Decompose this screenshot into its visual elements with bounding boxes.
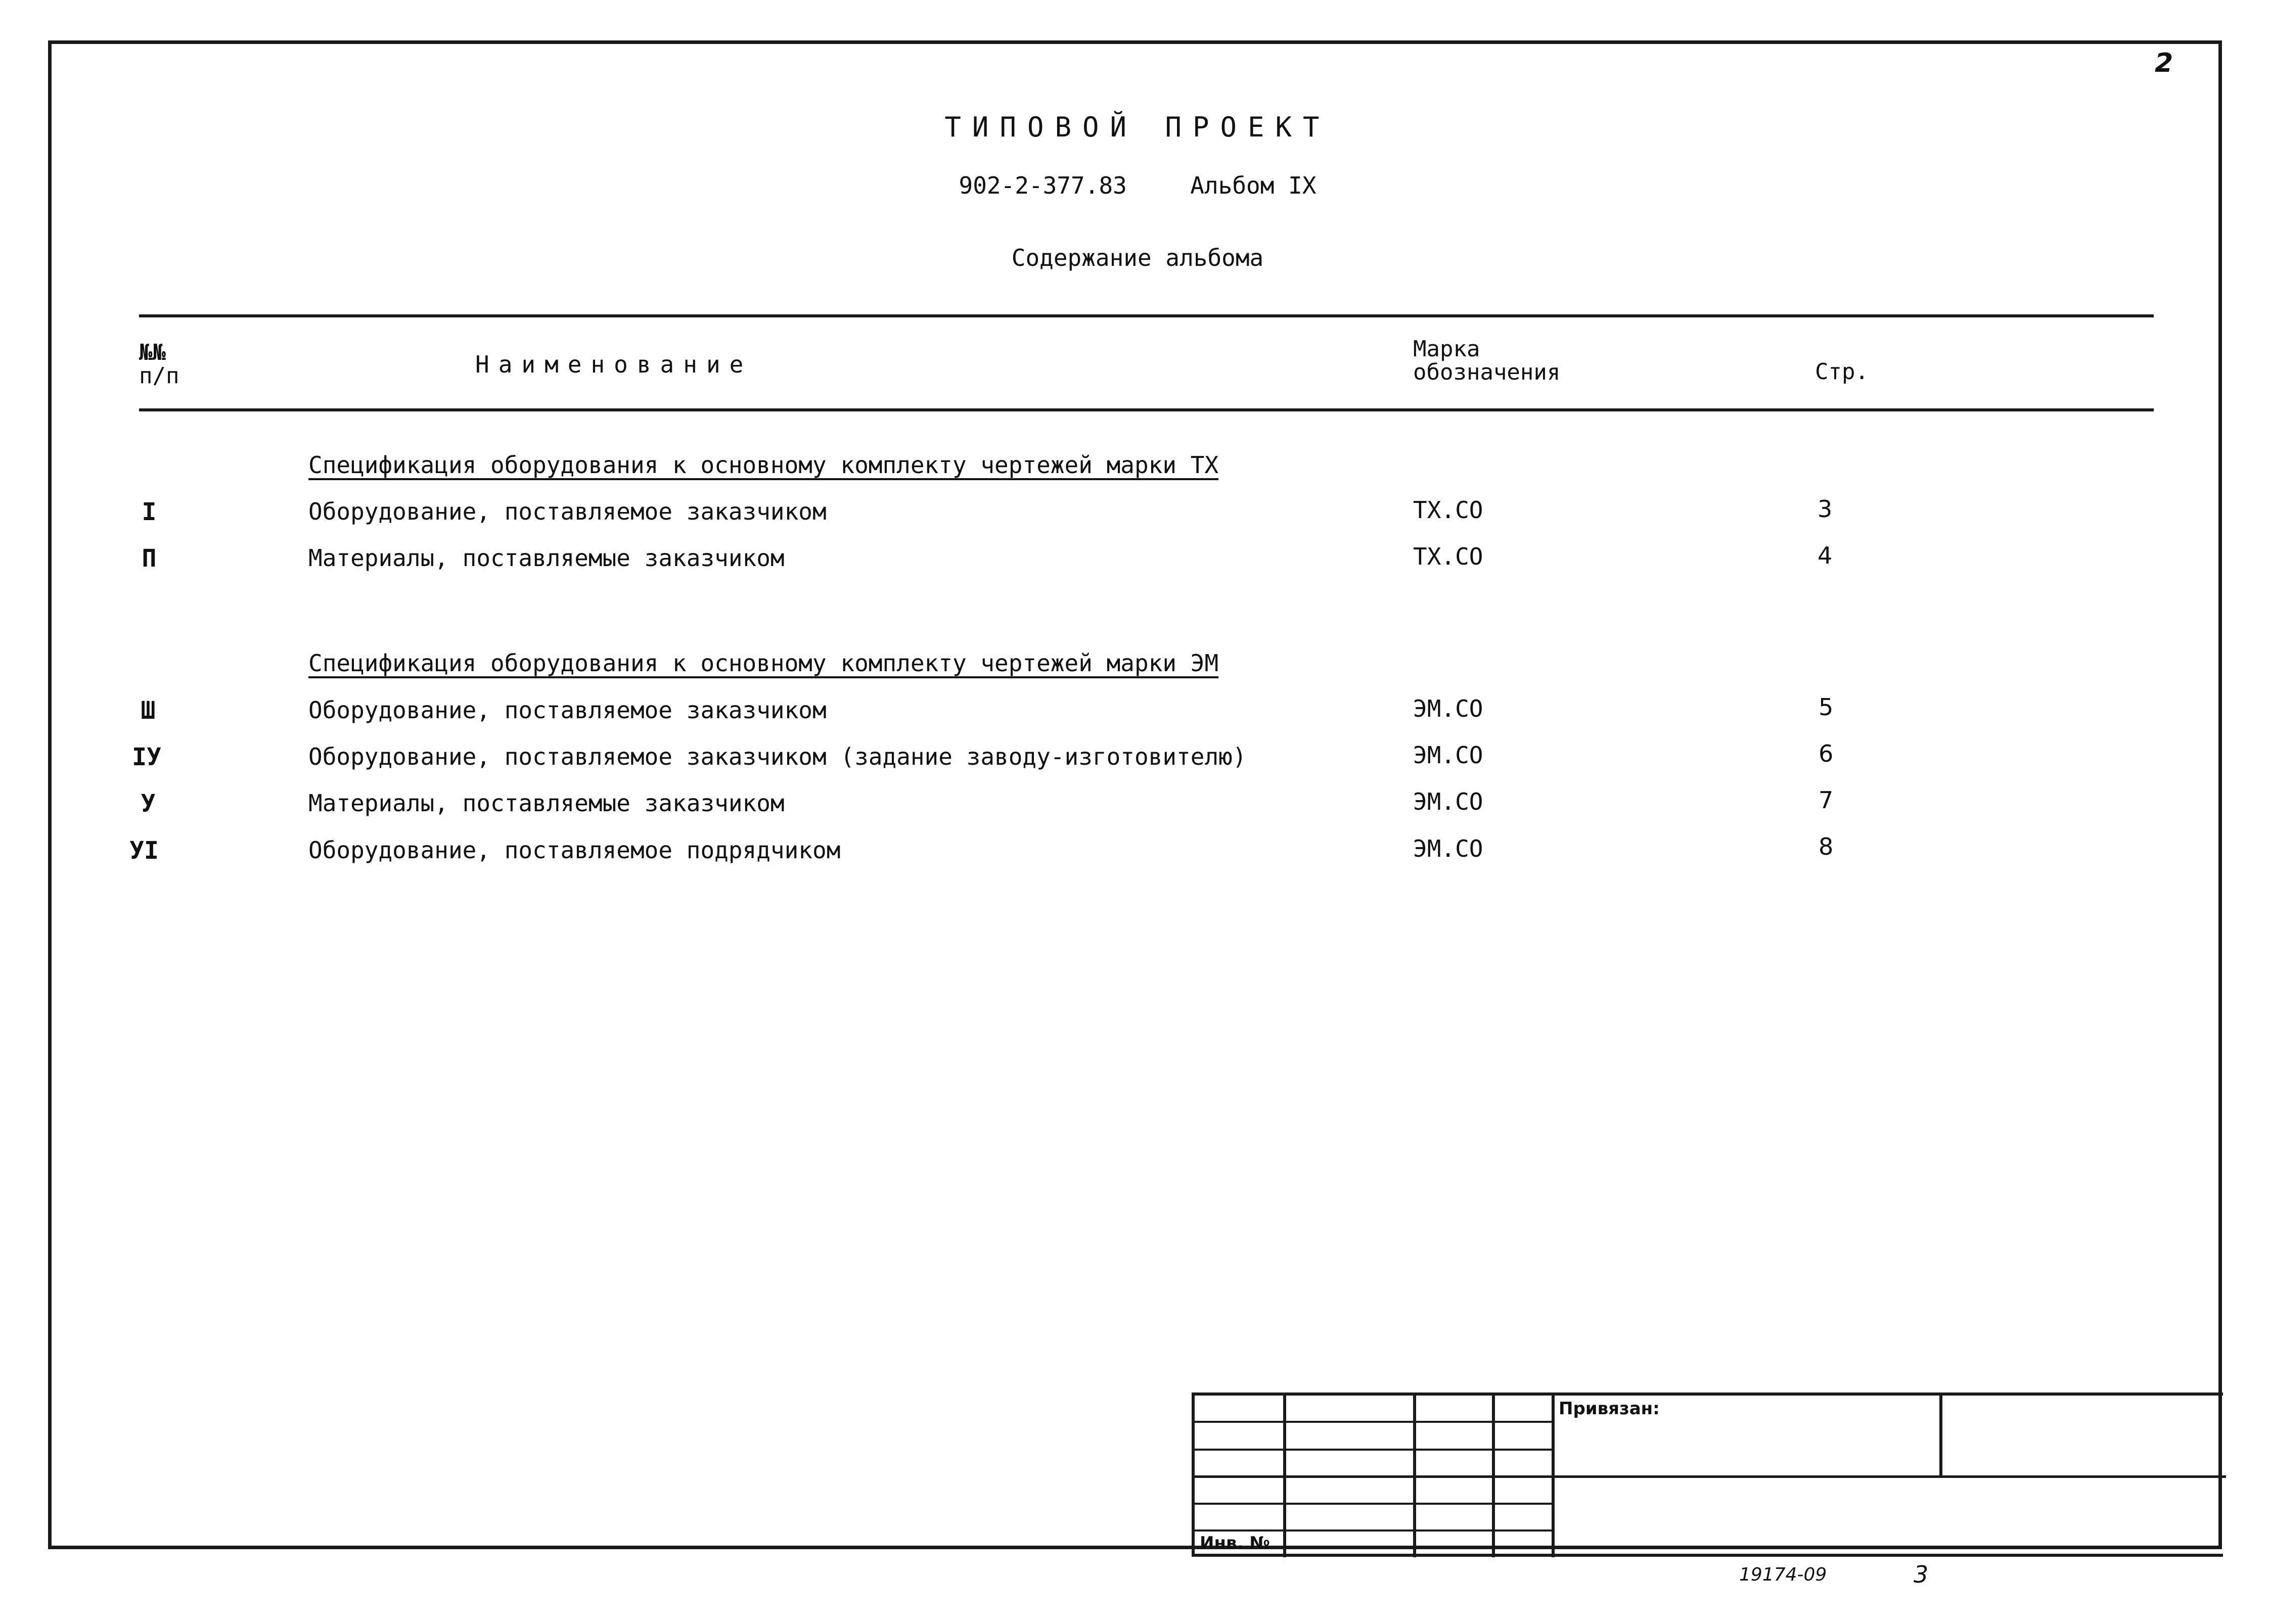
- row-number: Ш: [141, 697, 156, 725]
- section-title-tx: Спецификация оборудования к основному комплекту чертежей марки ТХ: [308, 451, 1219, 479]
- row-name: Оборудование, поставляемое заказчиком (задание заводу-изготовителю): [308, 743, 1247, 770]
- col-header-number-line1: №№: [139, 340, 166, 365]
- col-header-number-line2: п/п: [139, 363, 179, 389]
- page-number: 2: [2155, 48, 2173, 78]
- row-name: Материалы, поставляемые заказчиком: [308, 544, 785, 572]
- footer-sheet-number: 3: [1914, 1561, 1929, 1588]
- row-mark: ЭМ.СО: [1413, 741, 1483, 769]
- contents-heading: Содержание альбома: [1011, 244, 1264, 271]
- row-page: 6: [1819, 740, 1834, 767]
- row-page: 8: [1819, 833, 1834, 860]
- row-mark: ТХ.СО: [1413, 496, 1483, 524]
- row-number: УI: [129, 837, 159, 865]
- row-name: Оборудование, поставляемое подрядчиком: [308, 837, 841, 864]
- table-top-rule: [139, 314, 2154, 317]
- row-number: I: [142, 498, 157, 526]
- stamp-row-line: [1195, 1529, 1555, 1532]
- stamp-row-line: [1195, 1449, 1555, 1451]
- stamp-attached-label: Привязан:: [1559, 1399, 1660, 1419]
- album-label: Альбом IX: [1190, 172, 1317, 199]
- row-name: Материалы, поставляемые заказчиком: [308, 790, 785, 817]
- stamp-row-line: [1195, 1503, 1555, 1505]
- row-mark: ЭМ.СО: [1413, 835, 1483, 862]
- row-mark: ЭМ.СО: [1413, 788, 1483, 815]
- footer-doc-number: 19174-09: [1739, 1564, 1827, 1585]
- row-name: Оборудование, поставляемое заказчиком: [308, 498, 827, 525]
- row-number: У: [141, 790, 156, 818]
- project-code-line: [708, 172, 1567, 199]
- row-mark: ТХ.СО: [1413, 543, 1483, 570]
- document-title: ТИПОВОЙ ПРОЕКТ: [944, 111, 1331, 143]
- col-header-page: Стр.: [1815, 359, 1869, 385]
- table-header-rule: [139, 408, 2154, 411]
- stamp-row-line: [1195, 1421, 1555, 1423]
- section-title-em: Спецификация оборудования к основному комплекту чертежей марки ЭМ: [308, 649, 1219, 677]
- title-block-stamp: [1192, 1393, 2223, 1557]
- stamp-inventory-label: Инв. №: [1200, 1533, 1270, 1553]
- col-header-mark-line1: Марка: [1413, 336, 1480, 362]
- col-header-name: Наименование: [475, 351, 753, 378]
- row-page: 3: [1818, 495, 1833, 523]
- row-number: IУ: [132, 743, 161, 771]
- row-name: Оборудование, поставляемое заказчиком: [308, 697, 827, 724]
- col-header-number: [139, 341, 179, 388]
- row-number: П: [142, 544, 157, 573]
- project-code: 902-2-377.83: [959, 172, 1127, 199]
- col-header-mark: [1413, 338, 1560, 384]
- row-page: 7: [1819, 786, 1834, 814]
- row-page: 5: [1819, 693, 1834, 721]
- row-mark: ЭМ.СО: [1413, 695, 1483, 722]
- stamp-divider: [1939, 1396, 1942, 1478]
- row-page: 4: [1818, 542, 1833, 569]
- col-header-mark-line2: обозначения: [1413, 359, 1561, 385]
- stamp-row-line: [1195, 1475, 2226, 1478]
